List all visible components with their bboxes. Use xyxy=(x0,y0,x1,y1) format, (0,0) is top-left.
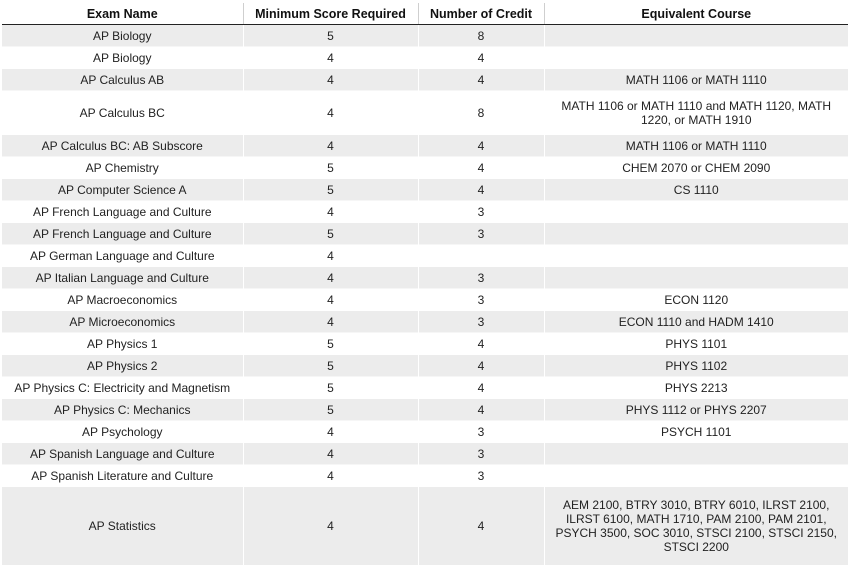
cell-min-score: 4 xyxy=(243,311,418,333)
cell-exam-name: AP Biology xyxy=(2,25,243,47)
cell-equivalent-course: PHYS 2213 xyxy=(544,377,848,399)
cell-equivalent-course xyxy=(544,245,848,267)
cell-credits: 4 xyxy=(418,377,544,399)
cell-equivalent-course xyxy=(544,267,848,289)
cell-credits xyxy=(418,245,544,267)
table-body xyxy=(2,25,848,565)
table-row xyxy=(2,69,848,91)
table-row xyxy=(2,377,848,399)
table-row xyxy=(2,223,848,245)
table-row xyxy=(2,157,848,179)
cell-exam-name: AP Spanish Literature and Culture xyxy=(2,465,243,487)
cell-min-score: 4 xyxy=(243,487,418,565)
cell-min-score: 5 xyxy=(243,223,418,245)
cell-equivalent-course: MATH 1106 or MATH 1110 xyxy=(544,69,848,91)
cell-min-score: 4 xyxy=(243,421,418,443)
cell-exam-name: AP Physics 1 xyxy=(2,333,243,355)
cell-credits: 3 xyxy=(418,311,544,333)
cell-min-score: 5 xyxy=(243,25,418,47)
cell-min-score: 4 xyxy=(243,289,418,311)
cell-exam-name: AP Italian Language and Culture xyxy=(2,267,243,289)
header-minimum-score: Minimum Score Required xyxy=(243,3,418,25)
cell-credits: 4 xyxy=(418,179,544,201)
cell-min-score: 5 xyxy=(243,179,418,201)
table-row xyxy=(2,311,848,333)
cell-equivalent-course xyxy=(544,201,848,223)
table-row xyxy=(2,267,848,289)
cell-min-score: 5 xyxy=(243,399,418,421)
cell-credits: 3 xyxy=(418,465,544,487)
cell-equivalent-course: PHYS 1112 or PHYS 2207 xyxy=(544,399,848,421)
cell-equivalent-course: PSYCH 1101 xyxy=(544,421,848,443)
cell-equivalent-course: ECON 1120 xyxy=(544,289,848,311)
cell-min-score: 4 xyxy=(243,47,418,69)
cell-exam-name: AP Statistics xyxy=(2,487,243,565)
table-row xyxy=(2,399,848,421)
header-equivalent-course: Equivalent Course xyxy=(544,3,848,25)
cell-equivalent-course: MATH 1106 or MATH 1110 xyxy=(544,135,848,157)
table-row xyxy=(2,421,848,443)
cell-min-score: 4 xyxy=(243,201,418,223)
cell-equivalent-course: ECON 1110 and HADM 1410 xyxy=(544,311,848,333)
cell-min-score: 5 xyxy=(243,355,418,377)
cell-exam-name: AP Psychology xyxy=(2,421,243,443)
cell-credits: 4 xyxy=(418,487,544,565)
cell-equivalent-course: PHYS 1102 xyxy=(544,355,848,377)
cell-min-score: 4 xyxy=(243,443,418,465)
cell-exam-name: AP Computer Science A xyxy=(2,179,243,201)
cell-equivalent-course xyxy=(544,47,848,69)
table-row xyxy=(2,135,848,157)
cell-credits: 4 xyxy=(418,69,544,91)
cell-credits: 4 xyxy=(418,135,544,157)
cell-exam-name: AP Physics C: Mechanics xyxy=(2,399,243,421)
cell-exam-name: AP Biology xyxy=(2,47,243,69)
table-row xyxy=(2,443,848,465)
cell-min-score: 4 xyxy=(243,91,418,135)
table-row xyxy=(2,289,848,311)
cell-exam-name: AP Macroeconomics xyxy=(2,289,243,311)
cell-credits: 3 xyxy=(418,289,544,311)
cell-equivalent-course xyxy=(544,465,848,487)
table-row xyxy=(2,465,848,487)
cell-equivalent-course xyxy=(544,223,848,245)
table-row xyxy=(2,487,848,565)
cell-exam-name: AP Calculus BC xyxy=(2,91,243,135)
cell-min-score: 5 xyxy=(243,333,418,355)
cell-min-score: 4 xyxy=(243,267,418,289)
cell-credits: 4 xyxy=(418,355,544,377)
cell-exam-name: AP Calculus AB xyxy=(2,69,243,91)
cell-exam-name: AP Physics 2 xyxy=(2,355,243,377)
cell-min-score: 4 xyxy=(243,465,418,487)
cell-exam-name: AP French Language and Culture xyxy=(2,223,243,245)
header-exam-name: Exam Name xyxy=(2,3,243,25)
cell-exam-name: AP Spanish Language and Culture xyxy=(2,443,243,465)
table-row xyxy=(2,179,848,201)
cell-credits: 3 xyxy=(418,223,544,245)
cell-exam-name: AP German Language and Culture xyxy=(2,245,243,267)
cell-min-score: 5 xyxy=(243,377,418,399)
cell-credits: 4 xyxy=(418,157,544,179)
cell-credits: 3 xyxy=(418,443,544,465)
cell-equivalent-course: PHYS 1101 xyxy=(544,333,848,355)
cell-equivalent-course: AEM 2100, BTRY 3010, BTRY 6010, ILRST 2100, ILRST 6100, MATH 1710, PAM 2100, PAM 2101, PSYCH 3500, SOC 3010, STSCI 2100, STSCI 2150, STSCI 2200 xyxy=(544,487,848,565)
table-row xyxy=(2,91,848,135)
cell-min-score: 4 xyxy=(243,69,418,91)
cell-exam-name: AP Microeconomics xyxy=(2,311,243,333)
cell-equivalent-course xyxy=(544,443,848,465)
cell-exam-name: AP French Language and Culture xyxy=(2,201,243,223)
cell-min-score: 4 xyxy=(243,135,418,157)
cell-equivalent-course: MATH 1106 or MATH 1110 and MATH 1120, MATH 1220, or MATH 1910 xyxy=(544,91,848,135)
cell-credits: 4 xyxy=(418,47,544,69)
cell-credits: 4 xyxy=(418,399,544,421)
table-row xyxy=(2,47,848,69)
cell-exam-name: AP Physics C: Electricity and Magnetism xyxy=(2,377,243,399)
cell-min-score: 5 xyxy=(243,157,418,179)
cell-credits: 4 xyxy=(418,333,544,355)
cell-equivalent-course: CS 1110 xyxy=(544,179,848,201)
cell-exam-name: AP Calculus BC: AB Subscore xyxy=(2,135,243,157)
ap-credit-table xyxy=(2,3,848,565)
cell-credits: 3 xyxy=(418,421,544,443)
cell-equivalent-course xyxy=(544,25,848,47)
cell-credits: 3 xyxy=(418,267,544,289)
cell-exam-name: AP Chemistry xyxy=(2,157,243,179)
table-row xyxy=(2,333,848,355)
cell-credits: 3 xyxy=(418,201,544,223)
header-row xyxy=(2,3,848,25)
table-row xyxy=(2,355,848,377)
table-header xyxy=(2,3,848,25)
table-row xyxy=(2,25,848,47)
cell-credits: 8 xyxy=(418,91,544,135)
table-row xyxy=(2,245,848,267)
cell-equivalent-course: CHEM 2070 or CHEM 2090 xyxy=(544,157,848,179)
header-number-of-credit: Number of Credit xyxy=(418,3,544,25)
cell-credits: 8 xyxy=(418,25,544,47)
cell-min-score: 4 xyxy=(243,245,418,267)
table-row xyxy=(2,201,848,223)
